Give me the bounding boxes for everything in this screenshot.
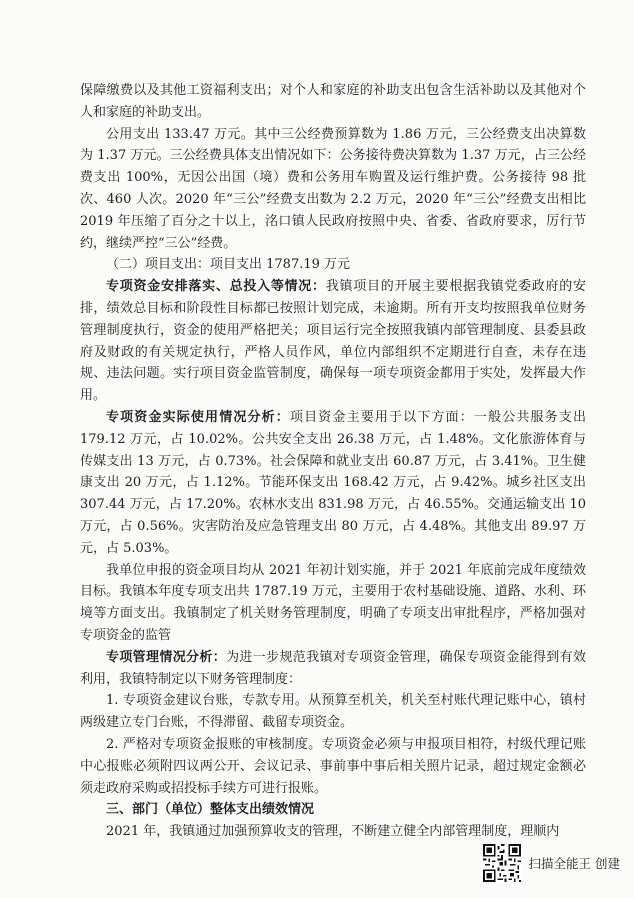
paragraph-8-text: 1. 专项资金建议台账，专款专用。从预算至机关，机关至村账代理记账中心，镇村两级建立专门台账，不得滞留、截留专项资金。 xyxy=(80,693,586,731)
paragraph-11 xyxy=(80,821,586,843)
paragraph-1-text: 保障缴费以及其他工资福利支出；对个人和家庭的补助支出包含生活补助以及其他对个人和家庭的补助支出。 xyxy=(80,83,586,120)
paragraph-5-lead: 专项资金实际使用情况分析： xyxy=(106,409,290,425)
paragraph-7-text: 为进一步规范我镇对专项资金管理，确保专项资金能得到有效利用，我镇特制定以下财务管理制度： xyxy=(80,649,586,687)
section-heading-text: 三、部门（单位）整体支出绩效情况 xyxy=(106,802,315,818)
paragraph-6-text: 我单位申报的资金项目均从 2021 年初计划实施，并于 2021 年底前完成年度绩效目标。我镇本年度专项支出共 1787.19 万元，主要用于农村基础设施、道路、水利、环境等方面支出。我镇制定了机关财务管理制度，明确了专项支出审批程序，严格加强对专项资金的监管 xyxy=(80,562,586,643)
paragraph-9 xyxy=(80,734,586,799)
paragraph-3 xyxy=(80,254,586,276)
paragraph-8 xyxy=(80,690,586,734)
paragraph-5 xyxy=(80,407,586,560)
paragraph-1 xyxy=(80,80,586,124)
scanner-label: 扫描全能王 创建 xyxy=(528,856,620,871)
scanner-watermark xyxy=(483,844,620,882)
paragraph-9-text: 2. 严格对专项资金报账的审核制度。专项资金必须与申报项目相符，村级代理记账中心报账必须附四议两公开、会议记录、事前事中事后相关照片记录，超过规定金额必须走政府采购或招投标手续方可进行报账。 xyxy=(80,736,586,796)
paragraph-5-text: 项目资金主要用于以下方面：一般公共服务支出 179.12 万元，占 10.02%。公共安全支出 26.38 万元，占 1.48%。文化旅游体育与传媒支出 13 万元，占 0.73%。社会保障和就业支出 60.87 万元，占 3.41%。卫生健康支出 20 万元，占 1.12%。节能环保支出 168.42 万元，占 9.42%。城乡社区支出 307.44 万元，占 17.20%。农林水支出 831.98 万元，占 46.55%。交通运输支出 10 万元，占 0.56%。灾害防治及应急管理支出 80 万元，占 4.48%。其他支出 89.97 万元，占 5.03%。 xyxy=(80,409,586,556)
paragraph-3-text: （二）项目支出：项目支出 1787.19 万元 xyxy=(106,257,351,273)
paragraph-4 xyxy=(80,276,586,407)
paragraph-4-text: 我镇项目的开展主要根据我镇党委政府的安排，绩效总目标和阶段性目标都已按照计划完成，未逾期。所有开支均按照我单位财务管理制度执行，资金的使用严格把关；项目运行完全按照我镇内部管理制度、县委县政府及财政的有关规定执行，严格人员作风，单位内部组织不定期进行自查，未存在违规、违法问题。实行项目资金监管制度，确保每一项专项资金都用于实处，发挥最大作用。 xyxy=(80,279,586,404)
paragraph-6 xyxy=(80,560,586,647)
section-heading xyxy=(80,799,586,821)
document-body xyxy=(80,80,586,843)
qr-code-icon xyxy=(483,844,521,882)
paragraph-2 xyxy=(80,124,586,255)
paragraph-4-lead: 专项资金安排落实、总投入等情况： xyxy=(106,279,326,295)
paragraph-7-lead: 专项管理情况分析： xyxy=(106,649,227,665)
paragraph-2-text: 公用支出 133.47 万元。其中三公经费预算数为 1.86 万元，三公经费支出决算数为 1.37 万元。三公经费具体支出情况如下：公务接待费决算数为 1.37 万元，占三公经费支出 100%，无因公出国（境）费和公务用车购置及运行维护费。公务接待 98 批次、460 人次。2020 年“三公”经费支出数为 2.2 万元，2020 年“三公”经费支出相比 2019 年压缩了百分之十以上，洺口镇人民政府按照中央、省委、省政府要求，厉行节约，继续严控“三公”经费。 xyxy=(80,126,586,251)
paragraph-11-text: 2021 年，我镇通过加强预算收支的管理，不断建立健全内部管理制度，理顺内 xyxy=(106,824,560,840)
paragraph-7 xyxy=(80,647,586,691)
